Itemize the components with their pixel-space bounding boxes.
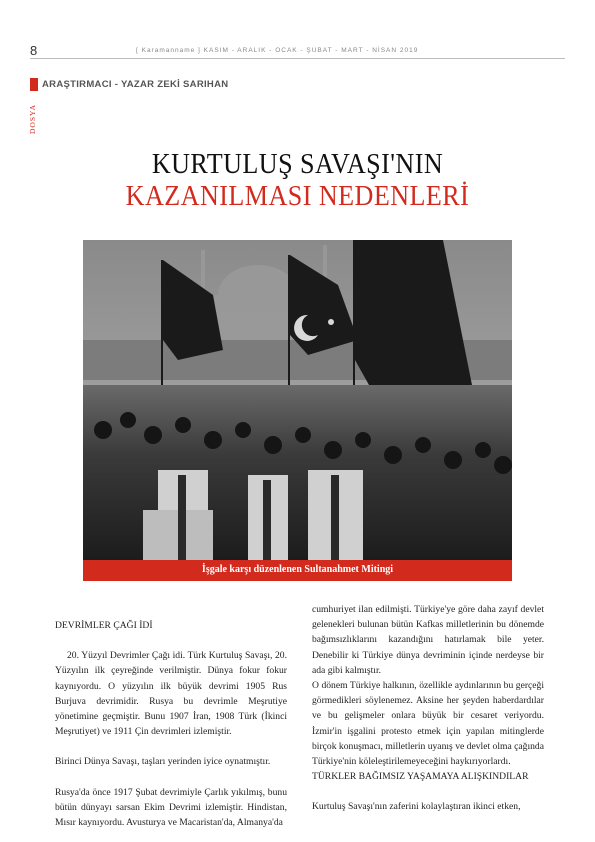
paragraph: Birinci Dünya Savaşı, taşları yerinden iyice oynatmıştır. — [55, 756, 271, 768]
paragraph: cumhuriyet ilan edilmişti. Türkiye'ye göre daha zayıf devlet gelenekleri bulunan bütün Kafkas milletlerinin bu dönemde bağımsızlıklarını kazandığını hatırlamak bile yeter. Denebilir ki Türkiye dünya devriminin içinde nerdeyse bir ada gibi kalmıştır. — [312, 604, 544, 676]
subhead-devrimler: DEVRİMLER ÇAĞI İDİ — [55, 620, 153, 631]
title-line-1: KURTULUŞ SAVAŞI'NIN — [151, 148, 444, 180]
photo-caption-bar — [83, 560, 512, 581]
photo-caption: İşgale karşı düzenlenen Sultanahmet Mitingi — [201, 564, 394, 575]
section-label: DOSYA — [28, 103, 37, 134]
right-column — [312, 602, 544, 815]
header-meta: [ Karamanname ] KASIM - ARALIK - OCAK - ŞUBAT - MART - NİSAN 2019 — [136, 47, 419, 54]
subhead-turkler: TÜRKLER BAĞIMSIZ YAŞAMAYA ALIŞKINDILAR — [312, 771, 529, 783]
left-column — [55, 618, 287, 830]
paragraph: Rusya'da önce 1917 Şubat devrimiyle Çarlık yıkılmış, bunu bütün dünyayı sarsan Ekim Devrimi izlemiştir. Hindistan, Mısır kaynıyordu. Avusturya ve Macaristan'da, Almanya'da — [55, 786, 287, 829]
page-number: 8 — [30, 43, 38, 58]
rally-photo — [83, 240, 512, 560]
header-rule — [30, 58, 565, 59]
section-marker — [30, 78, 38, 91]
paragraph: 20. Yüzyıl Devrimler Çağı idi. Türk Kurtuluş Savaşı, 20. Yüzyılın ilk çeyreğinde verilmiştir. Dünya fokur fokur kaynıyordu. O yüzyılın ilk büyük devrimi 1905 Rus Burjuva devrimidir. Rusya bu devrimle Meşrutiye yönetimine geçmiştir. Bunu 1907 İran, 1908 Türk (İkinci Meşrutiyet) ve 1911 Çin devrimleri izlemiştir. — [55, 650, 287, 738]
title-line-2: KAZANILMASI NEDENLERİ — [125, 180, 470, 212]
paragraph: Kurtuluş Savaşı'nın zaferini kolaylaştıran ikinci etken, — [312, 801, 521, 813]
paragraph: O dönem Türkiye halkının, özellikle aydınlarının bu gerçeği görmedikleri söylenemez. Aksine her şeyden haberdardılar ve bu gelişmeler onlara büyük bir cesaret veriyordu. İzmir'in işgalini protesto etmek için yapılan mitinglerde birçok konuşmacı, milletlerin uyanış ve devlet olma çağında Türkiye'nin köleleştirilemeyeceğini haykırıyorlardı. — [312, 680, 544, 768]
author-line: ARAŞTIRMACI - YAZAR ZEKİ SARIHAN — [42, 79, 229, 90]
